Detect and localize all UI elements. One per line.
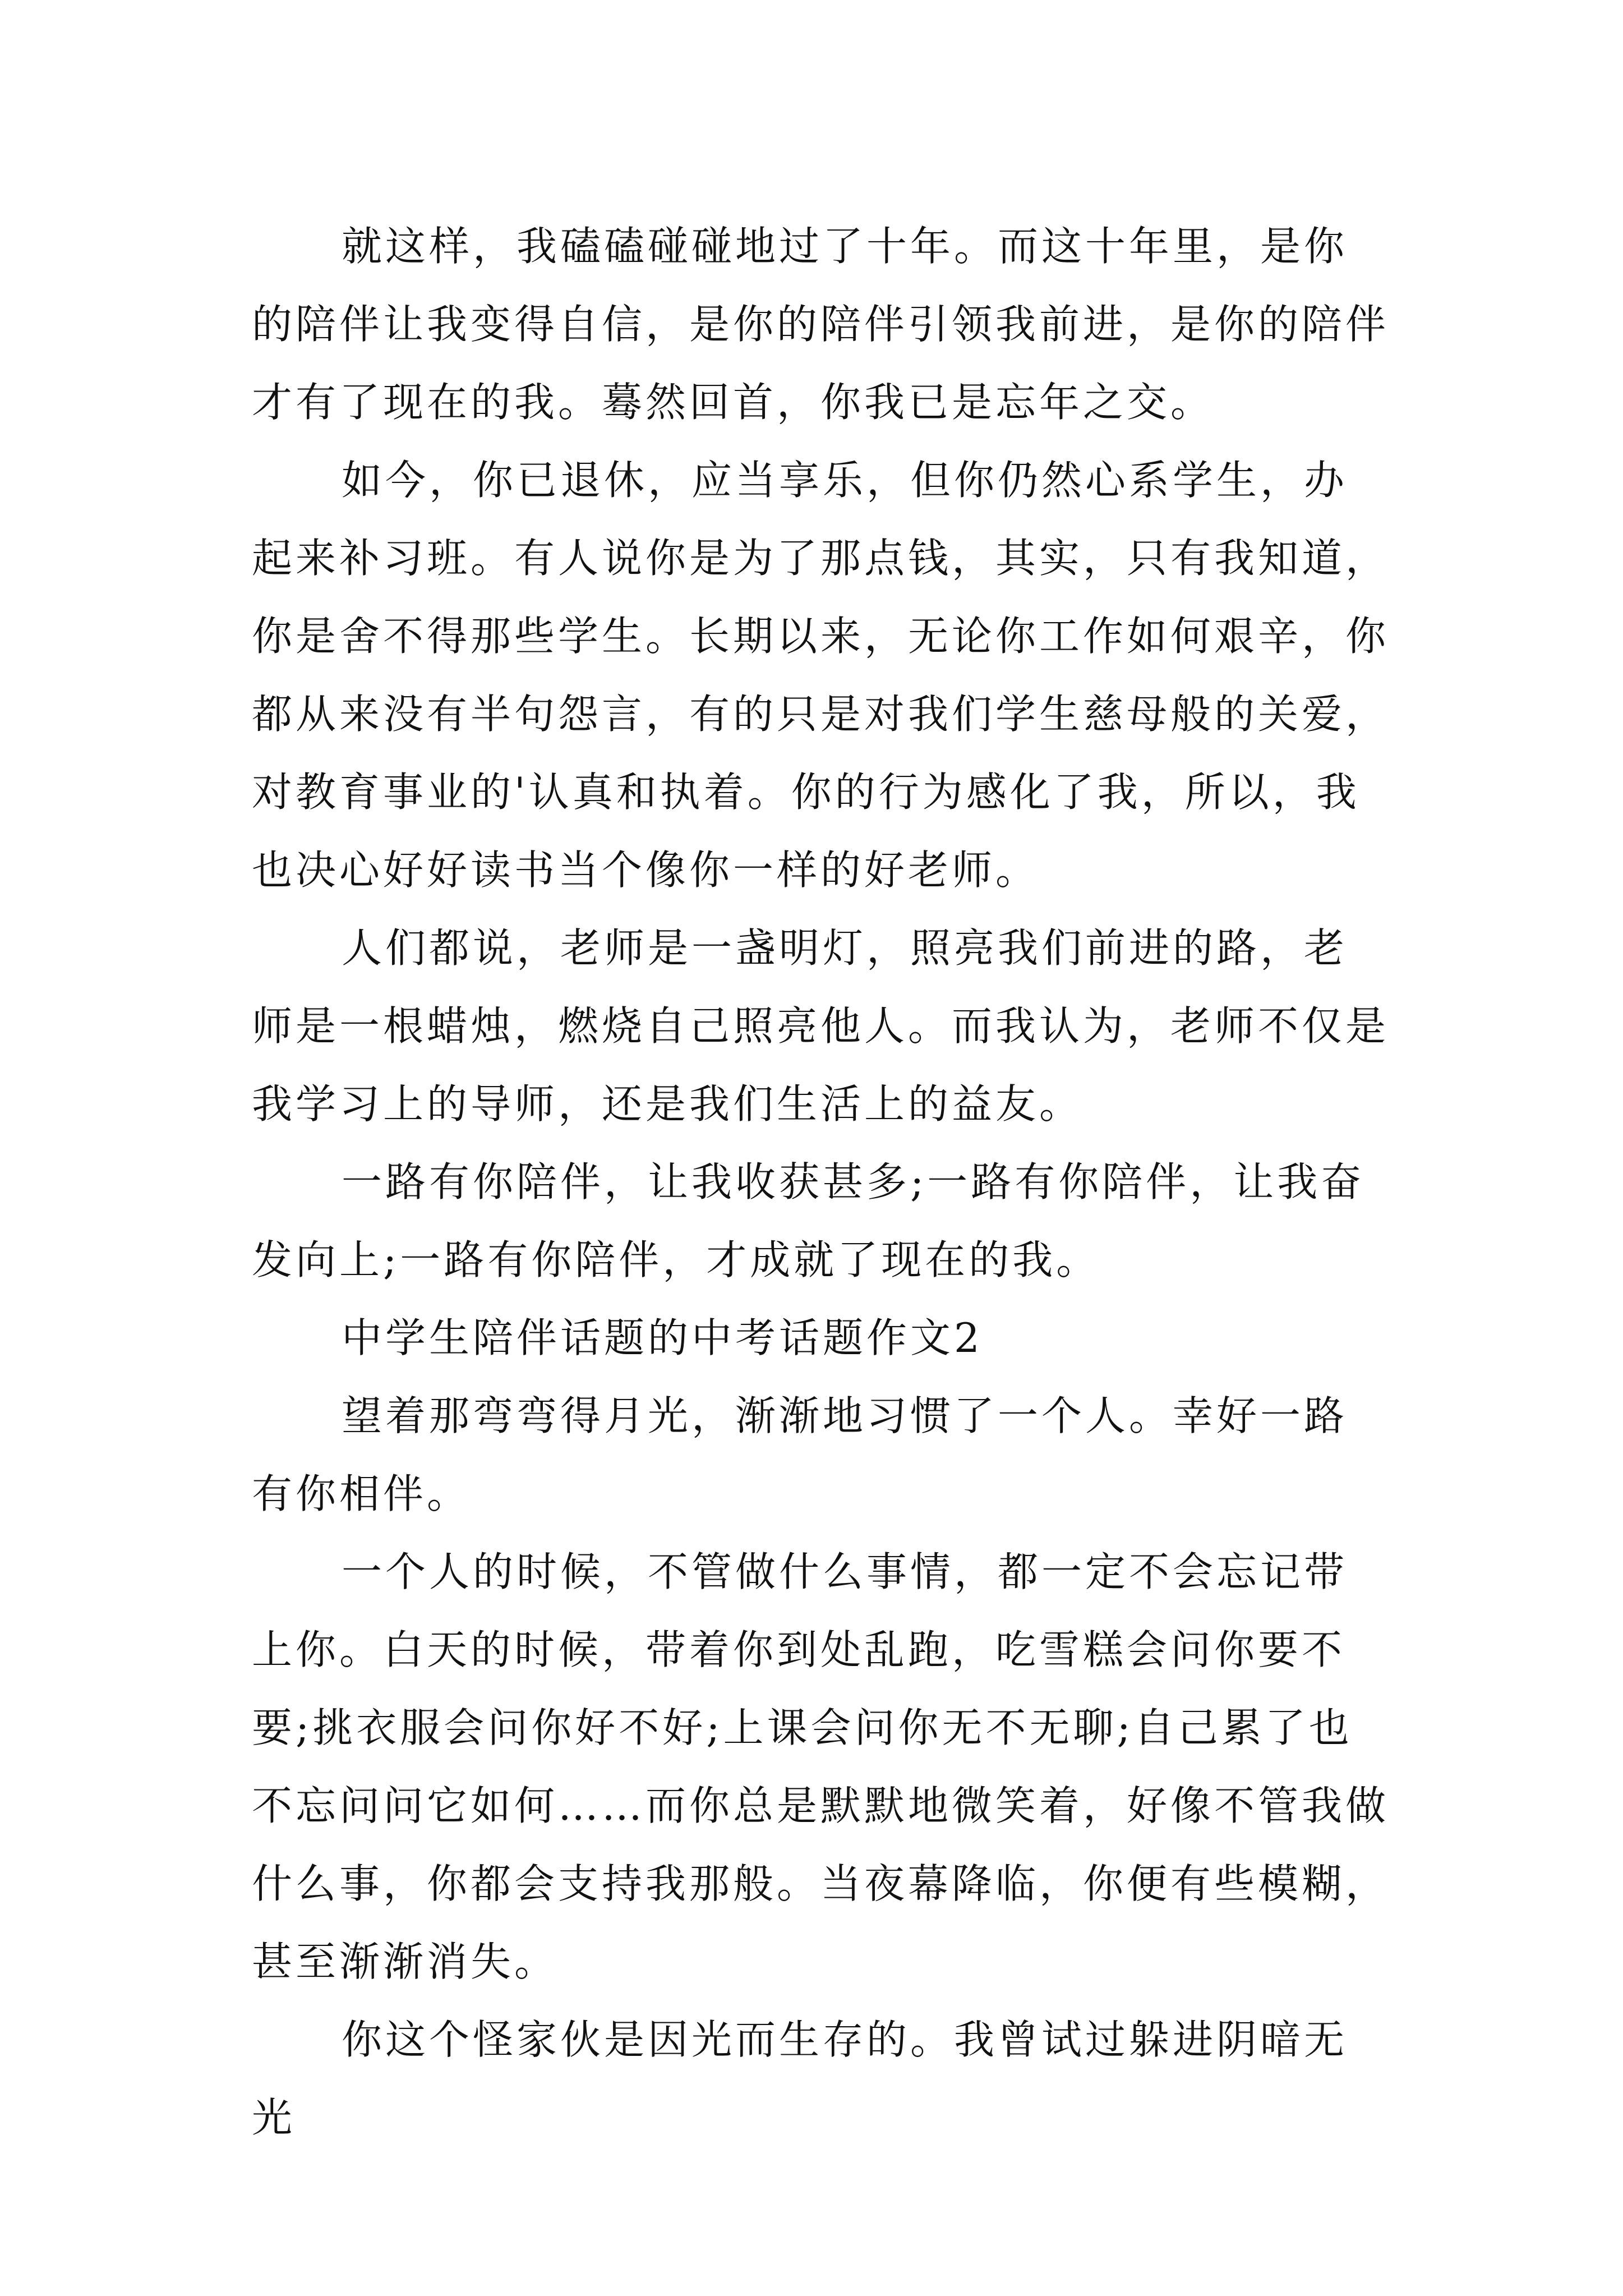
document-body [252,208,1390,2157]
section-heading: 中学生陪伴话题的中考话题作文2 [342,1314,983,1361]
paragraph-6: 一个人的时候，不管做什么事情，都一定不会忘记带上你。白天的时候，带着你到处乱跑，吃雪糕会问你要不要;挑衣服会问你好不好;上课会问你无不无聊;自己累了也不忘问问它如何……而你总是默默地微笑着，好像不管我做什么事，你都会支持我那般。当夜幕降临，你便有些模糊，甚至渐渐消失。 [252,1548,1390,1985]
paragraph-1: 就这样，我磕磕碰碰地过了十年。而这十年里，是你的陪伴让我变得自信，是你的陪伴引领我前进，是你的陪伴才有了现在的我。蓦然回首，你我已是忘年之交。 [252,223,1390,426]
paragraph-4: 一路有你陪伴，让我收获甚多;一路有你陪伴，让我奋发向上;一路有你陪伴，才成就了现在的我。 [252,1158,1365,1283]
paragraph-3: 人们都说，老师是一盏明灯，照亮我们前进的路，老师是一根蜡烛，燃烧自己照亮他人。而我认为，老师不仅是我学习上的导师，还是我们生活上的益友。 [252,924,1390,1128]
paragraph-7: 你这个怪家伙是因光而生存的。我曾试过躲进阴暗无光 [252,2016,1348,2141]
paragraph-2: 如今，你已退休，应当享乐，但你仍然心系学生，办起来补习班。有人说你是为了那点钱，其实，只有我知道，你是舍不得那些学生。长期以来，无论你工作如何艰辛，你都从来没有半句怨言，有的只是对我们学生慈母般的关爱，对教育事业的'认真和执着。你的行为感化了我，所以，我也决心好好读书当个像你一样的好老师。 [252,457,1390,894]
paragraph-5: 望着那弯弯得月光，渐渐地习惯了一个人。幸好一路有你相伴。 [252,1392,1348,1517]
